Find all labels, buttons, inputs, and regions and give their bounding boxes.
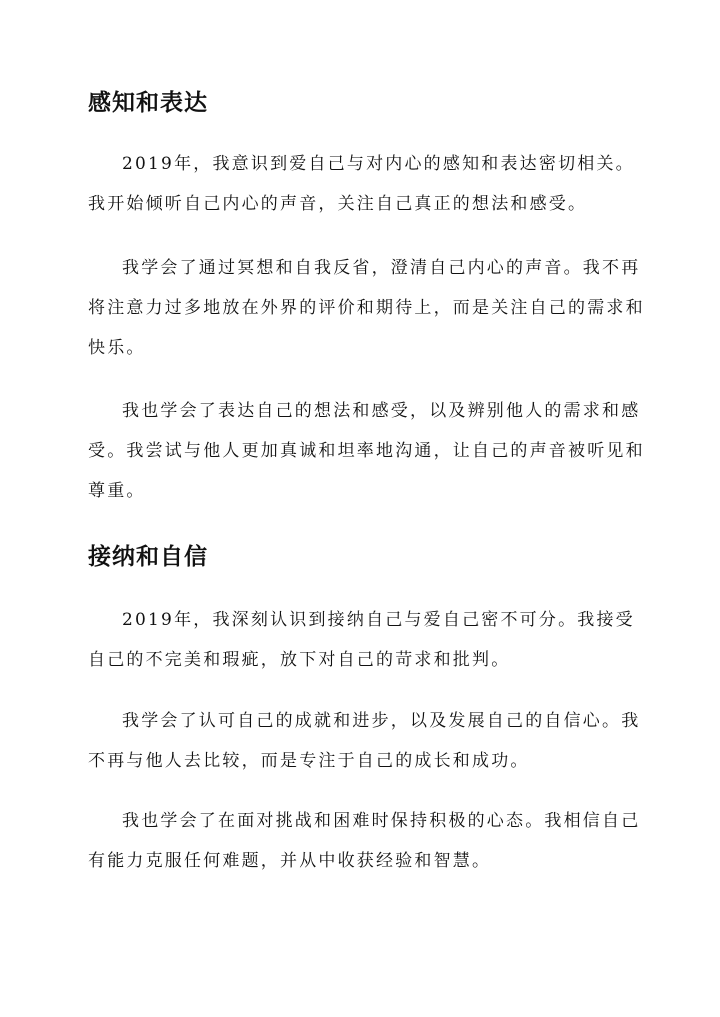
paragraph-line: 2019年，我深刻认识到接纳自己与爱自己密不可分。我接受 bbox=[122, 610, 635, 630]
paragraph-line: 受。我尝试与他人更加真诚和坦率地沟通，让自己的声音被听见和 bbox=[88, 441, 645, 461]
paragraph-perception-3 bbox=[88, 391, 645, 511]
paragraph-line: 我学会了通过冥想和自我反省，澄清自己内心的声音。我不再 bbox=[122, 258, 641, 278]
paragraph-line: 我开始倾听自己内心的声音，关注自己真正的想法和感受。 bbox=[88, 194, 588, 214]
paragraph-line: 将注意力过多地放在外界的评价和期待上，而是关注自己的需求和 bbox=[88, 298, 645, 318]
paragraph-line: 自己的不完美和瑕疵，放下对自己的苛求和批判。 bbox=[88, 650, 511, 670]
section-heading-acceptance: 接纳和自信 bbox=[88, 543, 208, 570]
paragraph-line: 2019年，我意识到爱自己与对内心的感知和表达密切相关。 bbox=[122, 154, 635, 174]
paragraph-line: 不再与他人去比较，而是专注于自己的成长和成功。 bbox=[88, 751, 530, 771]
paragraph-line: 有能力克服任何难题，并从中收获经验和智慧。 bbox=[88, 851, 492, 871]
paragraph-perception-1 bbox=[88, 144, 636, 224]
paragraph-line: 快乐。 bbox=[88, 338, 146, 358]
section-heading-perception: 感知和表达 bbox=[88, 89, 208, 116]
paragraph-line: 尊重。 bbox=[88, 481, 146, 501]
paragraph-line: 我学会了认可自己的成就和进步，以及发展自己的自信心。我 bbox=[122, 711, 641, 731]
paragraph-line: 我也学会了表达自己的想法和感受，以及辨别他人的需求和感 bbox=[122, 401, 641, 421]
paragraph-line: 我也学会了在面对挑战和困难时保持积极的心态。我相信自己 bbox=[122, 811, 641, 831]
paragraph-acceptance-1 bbox=[88, 600, 636, 680]
paragraph-perception-2 bbox=[88, 248, 645, 368]
paragraph-acceptance-2 bbox=[88, 701, 641, 781]
paragraph-acceptance-3 bbox=[88, 801, 641, 881]
